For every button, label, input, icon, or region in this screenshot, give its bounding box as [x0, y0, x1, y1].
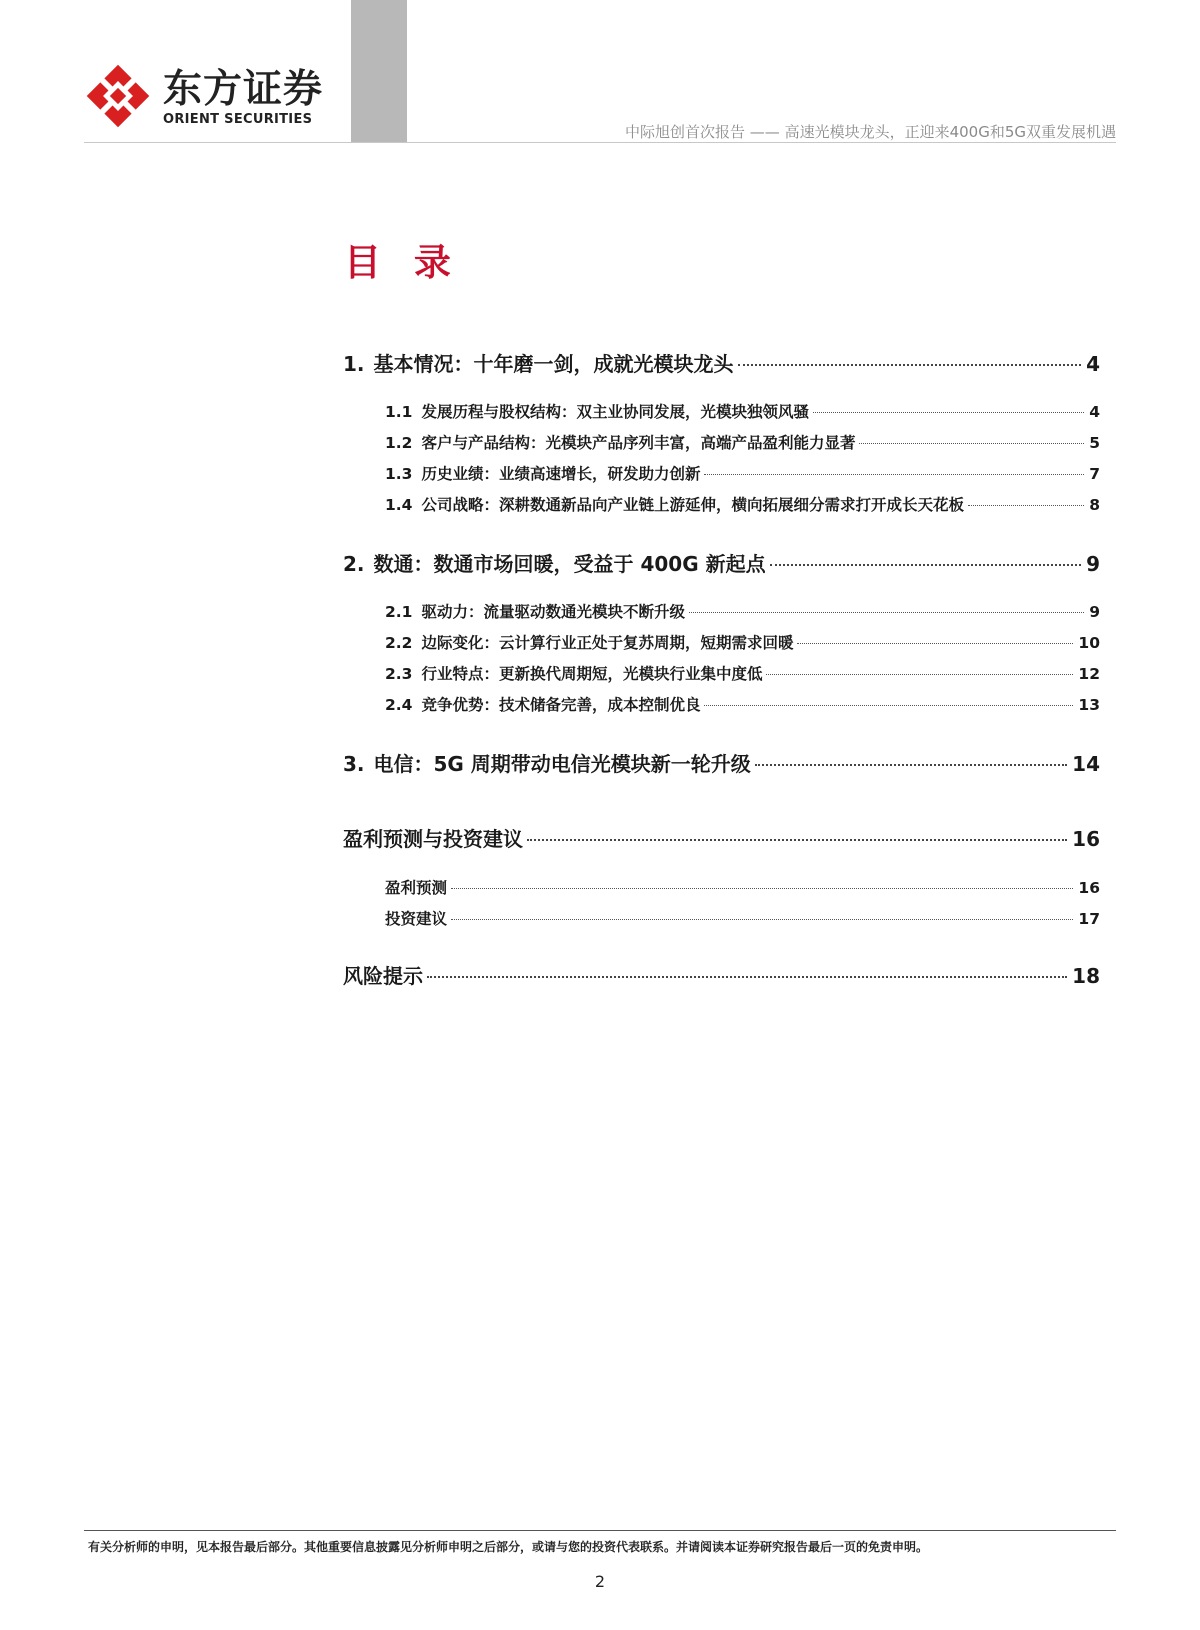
toc-leader-dots: [704, 705, 1073, 706]
toc-entry-2-3[interactable]: [385, 662, 1100, 684]
toc-entry-number: 2.3: [385, 665, 413, 683]
toc-entry-text: 行业特点：更新换代周期短，光模块行业集中度低: [421, 665, 763, 683]
toc-entry-investment-advice[interactable]: [385, 907, 1100, 929]
toc-entry-text: 公司战略：深耕数通新品向产业链上游延伸，横向拓展细分需求打开成长天花板: [421, 496, 964, 514]
toc-entry-number: 3.: [343, 752, 365, 776]
toc-entry-text: 风险提示: [343, 964, 423, 988]
toc-entry-page: 12: [1078, 665, 1100, 683]
toc-entry-text: 历史业绩：业绩高速增长，研发助力创新: [421, 465, 701, 483]
page-number: 2: [594, 1572, 606, 1591]
orient-securities-logo-icon: [84, 62, 152, 130]
toc-entry-number: 1.4: [385, 496, 413, 514]
toc-entry-number: 1.: [343, 352, 365, 376]
toc-entry-text: 电信：5G 周期带动电信光模块新一轮升级: [373, 752, 751, 776]
toc-leader-dots: [770, 564, 1081, 566]
toc-entry-3[interactable]: [343, 748, 1100, 777]
toc-leader-dots: [689, 612, 1084, 613]
brand-name-en: ORIENT SECURITIES: [163, 112, 313, 127]
toc-entry-1-2[interactable]: [385, 431, 1100, 453]
toc-entry-page: 8: [1089, 496, 1100, 514]
toc-entry-page: 18: [1072, 964, 1100, 988]
toc-entry-text: 数通：数通市场回暖，受益于 400G 新起点: [373, 552, 766, 576]
footer-divider: [84, 1530, 1116, 1531]
toc-entry-profit-forecast[interactable]: [385, 876, 1100, 898]
toc-entry-page: 7: [1089, 465, 1100, 483]
toc-entry-number: 1.3: [385, 465, 413, 483]
toc-entry-number: 2.: [343, 552, 365, 576]
toc-entry-1-1[interactable]: [385, 400, 1100, 422]
toc-entry-1-4[interactable]: [385, 493, 1100, 515]
toc-entry-text: 基本情况：十年磨一剑，成就光模块龙头: [373, 352, 734, 376]
toc-entry-number: 2.1: [385, 603, 413, 621]
toc-leader-dots: [451, 919, 1073, 920]
toc-entry-page: 14: [1072, 752, 1100, 776]
toc-leader-dots: [797, 643, 1073, 644]
toc-entry-text: 客户与产品结构：光模块产品序列丰富，高端产品盈利能力显著: [421, 434, 856, 452]
toc-entry-page: 16: [1072, 827, 1100, 851]
toc-entry-page: 13: [1078, 696, 1100, 714]
toc-entry-page: 9: [1086, 552, 1100, 576]
toc-entry-page: 5: [1089, 434, 1100, 452]
toc-entry-text: 投资建议: [385, 910, 448, 928]
toc-entry-page: 4: [1089, 403, 1100, 421]
toc-leader-dots: [813, 412, 1084, 413]
brand-name-cn: 东方证券: [163, 67, 324, 112]
toc-leader-dots: [766, 674, 1073, 675]
header-divider: [84, 142, 1116, 143]
toc-leader-dots: [738, 364, 1082, 366]
toc-entry-page: 10: [1078, 634, 1100, 652]
toc-entry-text: 发展历程与股权结构：双主业协同发展，光模块独领风骚: [421, 403, 809, 421]
toc-entry-2-1[interactable]: [385, 600, 1100, 622]
toc-entry-1[interactable]: [343, 348, 1100, 377]
report-subtitle: 中际旭创首次报告 —— 高速光模块龙头，正迎来400G和5G双重发展机遇: [625, 123, 1116, 141]
header-gray-bar: [351, 0, 407, 142]
toc-entry-2-4[interactable]: [385, 693, 1100, 715]
footer-disclaimer: 有关分析师的申明，见本报告最后部分。其他重要信息披露见分析师申明之后部分，或请与您的投资代表联系。并请阅读本证券研究报告最后一页的免责申明。: [88, 1540, 929, 1554]
toc-leader-dots: [968, 505, 1084, 506]
toc-entry-text: 边际变化：云计算行业正处于复苏周期，短期需求回暖: [421, 634, 794, 652]
toc-entry-forecast-advice[interactable]: [343, 823, 1100, 852]
toc-leader-dots: [704, 474, 1084, 475]
toc-entry-1-3[interactable]: [385, 462, 1100, 484]
toc-entry-number: 1.2: [385, 434, 413, 452]
toc-entry-number: 2.2: [385, 634, 413, 652]
toc-entry-text: 驱动力：流量驱动数通光模块不断升级: [421, 603, 685, 621]
toc-entry-number: 1.1: [385, 403, 413, 421]
toc-leader-dots: [755, 764, 1067, 766]
toc-leader-dots: [427, 976, 1067, 978]
toc-entry-text: 盈利预测: [385, 879, 448, 897]
toc-entry-number: 2.4: [385, 696, 413, 714]
toc-entry-text: 竞争优势：技术储备完善，成本控制优良: [421, 696, 701, 714]
toc-entry-text: 盈利预测与投资建议: [343, 827, 523, 851]
toc-entry-risk[interactable]: [343, 960, 1100, 989]
toc-entry-2[interactable]: [343, 548, 1100, 577]
toc-leader-dots: [859, 443, 1084, 444]
toc-entry-page: 9: [1089, 603, 1100, 621]
toc-title: 目 录: [344, 241, 461, 284]
toc-entry-page: 4: [1086, 352, 1100, 376]
toc-leader-dots: [527, 839, 1067, 841]
toc-leader-dots: [451, 888, 1073, 889]
toc-entry-page: 17: [1078, 910, 1100, 928]
toc-entry-page: 16: [1078, 879, 1100, 897]
toc-entry-2-2[interactable]: [385, 631, 1100, 653]
